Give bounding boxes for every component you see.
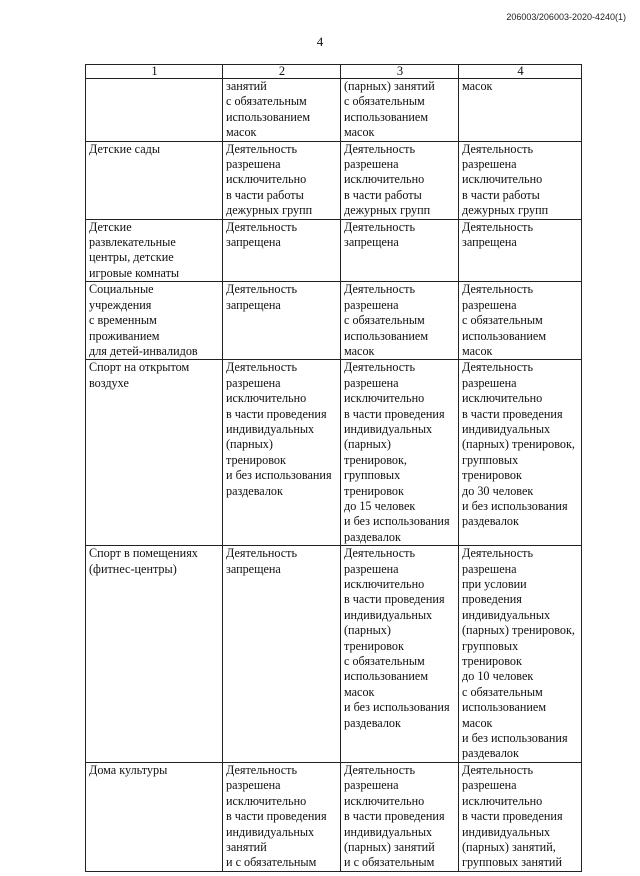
cell-text-line: разрешена [344, 157, 399, 172]
cell-text-line: индивидуальных [462, 607, 551, 622]
cell-text-line: Деятельность [462, 219, 534, 234]
cell-text-line: в части проведения [462, 809, 563, 824]
cell-text-line: Детские [89, 219, 132, 234]
cell-text-line: разрешена [226, 778, 281, 793]
table-cell-col3 [341, 282, 459, 360]
cell-text-line: запрещена [226, 235, 281, 250]
cell-text-line: разрешена [226, 375, 281, 390]
cell-text-line: Деятельность [344, 360, 416, 375]
table-cell-col3 [341, 546, 459, 763]
cell-text-line: Спорт в помещениях [89, 546, 198, 561]
table-cell-col3 [341, 762, 459, 871]
cell-text-line: индивидуальных [226, 824, 315, 839]
table-cell-col3 [341, 141, 459, 219]
cell-text-line: Деятельность [462, 546, 534, 561]
cell-text-line: исключительно [462, 793, 543, 808]
cell-text-line: раздевалок [462, 514, 519, 529]
table-cell-col1 [86, 546, 223, 763]
cell-text-line: тренировок [462, 468, 522, 483]
cell-text-line: учреждения [89, 297, 152, 312]
cell-text-line: индивидуальных [462, 824, 551, 839]
cell-text-line: исключительно [344, 793, 425, 808]
table-row-social-institutions-row [86, 282, 582, 360]
cell-text-line: и без использования [462, 731, 568, 746]
cell-text-line: дежурных групп [344, 203, 431, 218]
cell-text-line: для детей-инвалидов [89, 343, 198, 358]
column-header-4: 4 [459, 65, 582, 79]
cell-text-line: воздухе [89, 375, 129, 390]
cell-text-line: Деятельность [344, 219, 416, 234]
cell-text-line: Деятельность [226, 360, 298, 375]
cell-text-line: в части проведения [344, 809, 445, 824]
table-cell-col4 [459, 282, 582, 360]
cell-text-line: с обязательным [344, 313, 425, 328]
cell-text-line: запрещена [226, 561, 281, 576]
cell-text-line: Деятельность [462, 141, 534, 156]
cell-text-line: Деятельность [462, 282, 534, 297]
table-header [86, 65, 582, 79]
cell-text-line: и без использования [462, 498, 568, 513]
cell-text-line: индивидуальных [344, 607, 433, 622]
cell-text-line: Деятельность [226, 141, 298, 156]
cell-text-line: в части проведения [462, 406, 563, 421]
cell-text-line: с временным [89, 313, 157, 328]
cell-text-line: Спорт на открытом [89, 360, 190, 375]
cell-text-line: разрешена [344, 778, 399, 793]
cell-text-line: Деятельность [344, 546, 416, 561]
cell-text-line: в части проведения [344, 406, 445, 421]
cell-text-line: Деятельность [226, 762, 298, 777]
table-cell-col2 [223, 546, 341, 763]
cell-text-line: проведения [462, 592, 522, 607]
cell-text-line: Детские сады [89, 141, 161, 156]
column-header-3: 3 [341, 65, 459, 79]
table-cell-col3 [341, 79, 459, 142]
cell-text-line: с обязательным [462, 313, 543, 328]
table-cell-col2 [223, 282, 341, 360]
cell-text-line: исключительно [462, 391, 543, 406]
cell-text-line: групповых [462, 638, 519, 653]
table-row-culture-houses-row [86, 762, 582, 871]
cell-text-line: масок [344, 684, 375, 699]
cell-text-line: игровые комнаты [89, 265, 180, 280]
cell-text-line: тренировок [344, 483, 404, 498]
table-cell-col4 [459, 546, 582, 763]
cell-text-line: (фитнес-центры) [89, 561, 177, 576]
cell-text-line: масок [344, 343, 375, 358]
cell-text-line: Социальные [89, 282, 154, 297]
cell-text-line: при условии [462, 577, 527, 591]
cell-text-line: Деятельность [344, 282, 416, 297]
cell-text-line: групповых занятий [462, 855, 562, 870]
cell-text-line: исключительно [344, 172, 425, 187]
cell-text-line: (парных) занятий [344, 839, 435, 854]
cell-text-line: исключительно [226, 172, 307, 187]
cell-text-line: (парных) [226, 437, 273, 452]
cell-text-line: в части проведения [226, 809, 327, 824]
cell-text-line: исключительно [344, 391, 425, 406]
cell-text-line: масок [226, 125, 257, 140]
cell-text-line: (парных) тренировок, [462, 437, 575, 452]
cell-text-line: (парных) занятий [344, 79, 435, 93]
cell-text-line: Деятельность [226, 282, 298, 297]
table-row-indoor-sports-row [86, 546, 582, 763]
table-cell-col4 [459, 219, 582, 282]
table-cell-col2 [223, 762, 341, 871]
cell-text-line: индивидуальных [462, 421, 551, 436]
cell-text-line: с обязательным [226, 94, 307, 109]
document-reference-number: 206003/206003-2020-4240(1) [506, 12, 626, 22]
cell-text-line: Деятельность [226, 546, 298, 561]
cell-text-line: индивидуальных [344, 824, 433, 839]
table-cell-col3 [341, 360, 459, 546]
cell-text-line: раздевалок [462, 746, 519, 761]
header-row [86, 65, 582, 79]
cell-text-line: использованием [226, 109, 311, 124]
cell-text-line: разрешена [462, 157, 517, 172]
cell-text-line: в части работы [226, 187, 304, 202]
cell-text-line: разрешена [344, 297, 399, 312]
cell-text-line: тренировок [344, 638, 404, 653]
table-cell-col2 [223, 360, 341, 546]
cell-text-line: тренировок [462, 654, 522, 669]
cell-text-line: и с обязательным [344, 855, 435, 870]
cell-text-line: использованием [344, 109, 429, 124]
cell-text-line: разрешена [462, 778, 517, 793]
cell-text-line: Деятельность [462, 360, 534, 375]
cell-text-line: разрешена [462, 561, 517, 576]
table-row-entertainment-centers-row [86, 219, 582, 282]
table-cell-col1 [86, 762, 223, 871]
cell-text-line: масок [462, 79, 493, 93]
cell-text-line: исключительно [462, 172, 543, 187]
cell-text-line: исключительно [226, 793, 307, 808]
cell-text-line: использованием [344, 328, 429, 343]
cell-text-line: и с обязательным [226, 855, 317, 870]
restrictions-table [85, 64, 582, 872]
cell-text-line: занятий [226, 79, 267, 93]
cell-text-line: Дома культуры [89, 762, 168, 777]
cell-text-line: разрешена [462, 297, 517, 312]
cell-text-line: запрещена [344, 235, 399, 250]
cell-text-line: исключительно [226, 391, 307, 406]
table-cell-col4 [459, 141, 582, 219]
cell-text-line: разрешена [226, 157, 281, 172]
table-row-continued-row [86, 79, 582, 142]
cell-text-line: Деятельность [226, 219, 298, 234]
table-cell-col1 [86, 79, 223, 142]
table-cell-col1 [86, 219, 223, 282]
cell-text-line: масок [344, 125, 375, 140]
table-cell-col2 [223, 79, 341, 142]
cell-text-line: в части проведения [226, 406, 327, 421]
table-cell-col2 [223, 219, 341, 282]
table-row-outdoor-sports-row [86, 360, 582, 546]
cell-text-line: дежурных групп [462, 203, 549, 218]
cell-text-line: индивидуальных [226, 421, 315, 436]
cell-text-line: масок [462, 343, 493, 358]
cell-text-line: с обязательным [344, 654, 425, 669]
cell-text-line: и без использования [344, 514, 450, 529]
cell-text-line: исключительно [344, 577, 425, 591]
table-cell-col1 [86, 282, 223, 360]
cell-text-line: разрешена [462, 375, 517, 390]
cell-text-line: (парных) [344, 623, 391, 638]
cell-text-line: центры, детские [89, 250, 174, 265]
cell-text-line: тренировок [226, 452, 286, 467]
cell-text-line: Деятельность [344, 762, 416, 777]
cell-text-line: проживанием [89, 328, 160, 343]
cell-text-line: занятий [226, 839, 267, 854]
table-row-kindergartens-row [86, 141, 582, 219]
cell-text-line: тренировок, [344, 452, 407, 467]
cell-text-line: разрешена [344, 561, 399, 576]
cell-text-line: запрещена [462, 235, 517, 250]
table-cell-col4 [459, 762, 582, 871]
cell-text-line: (парных) тренировок, [462, 623, 575, 638]
cell-text-line: с обязательным [344, 94, 425, 109]
cell-text-line: в части проведения [344, 592, 445, 607]
cell-text-line: и без использования [226, 468, 332, 483]
cell-text-line: дежурных групп [226, 203, 313, 218]
page-number: 4 [316, 34, 324, 49]
cell-text-line: до 15 человек [344, 498, 416, 513]
cell-text-line: групповых [344, 468, 401, 483]
cell-text-line: раздевалок [226, 483, 283, 498]
cell-text-line: запрещена [226, 297, 281, 312]
cell-text-line: до 10 человек [462, 669, 534, 684]
cell-text-line: групповых [462, 452, 519, 467]
cell-text-line: использованием [462, 700, 547, 715]
table-cell-col2 [223, 141, 341, 219]
table-cell-col3 [341, 219, 459, 282]
table-cell-col1 [86, 360, 223, 546]
cell-text-line: (парных) занятий, [462, 839, 556, 854]
table-body [86, 79, 582, 872]
cell-text-line: развлекательные [89, 235, 176, 250]
cell-text-line: разрешена [344, 375, 399, 390]
table-cell-col1 [86, 141, 223, 219]
cell-text-line: Деятельность [462, 762, 534, 777]
cell-text-line: до 30 человек [462, 483, 534, 498]
column-header-2: 2 [223, 65, 341, 79]
cell-text-line: масок [462, 715, 493, 730]
cell-text-line: в части работы [344, 187, 422, 202]
cell-text-line: (парных) [344, 437, 391, 452]
column-header-1: 1 [86, 65, 223, 79]
cell-text-line: Деятельность [344, 141, 416, 156]
cell-text-line: использованием [344, 669, 429, 684]
cell-text-line: раздевалок [344, 715, 401, 730]
cell-text-line: использованием [462, 328, 547, 343]
cell-text-line: индивидуальных [344, 421, 433, 436]
cell-text-line: с обязательным [462, 684, 543, 699]
table-cell-col4 [459, 360, 582, 546]
cell-text-line: и без использования [344, 700, 450, 715]
cell-text-line: раздевалок [344, 529, 401, 544]
table-cell-col4 [459, 79, 582, 142]
cell-text-line: в части работы [462, 187, 540, 202]
